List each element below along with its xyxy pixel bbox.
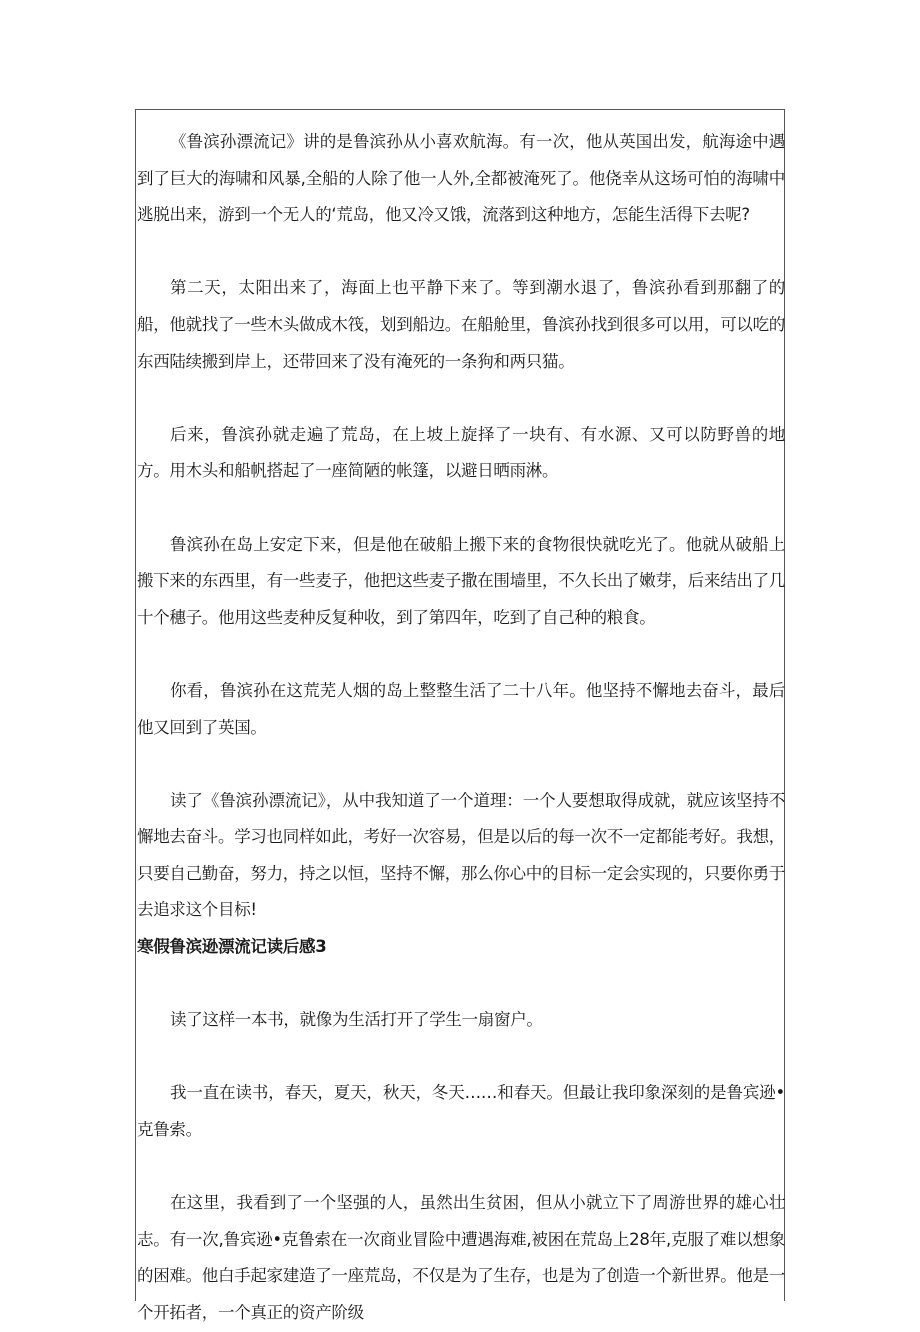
- paragraph-6: 读了《鲁滨孙漂流记》，从中我知道了一个道理：一个人要想取得成就，就应该坚持不懈地去奋斗。学习也同样如此，考好一次容易，但是以后的每一次不一定都能考好。我想，只要自己勤奋，努力，持之以恒，坚持不懈，那么你心中的目标一定会实现的，只要你勇于去追求这个目标!: [137, 790, 786, 920]
- paragraph-3: 后来，鲁滨孙就走遍了荒岛，在上坡上旋择了一块有、有水源、又可以防野兽的地方。用木头和船帆搭起了一座简陋的帐篷，以避日晒雨淋。: [137, 424, 785, 481]
- paragraph-7: 读了这样一本书，就像为生活打开了学生一扇窗户。: [170, 1010, 543, 1030]
- paragraph-8: 我一直在读书，春天，夏天，秋天，冬天……和春天。但最让我印象深刻的是鲁宾逊•克鲁索。: [137, 1083, 785, 1140]
- section-title: 寒假鲁滨逊漂流记读后感3: [137, 937, 327, 957]
- paragraph-4: 鲁滨孙在岛上安定下来，但是他在破船上搬下来的食物很快就吃光了。他就从破船上搬下来的东西里，有一些麦子，他把这些麦子撒在围墙里，不久长出了嫩芽，后来结出了几十个穗子。他用这些麦种反复种收，到了第四年，吃到了自己种的粮食。: [137, 534, 786, 627]
- paragraph-1: 《鲁滨孙漂流记》讲的是鲁滨孙从小喜欢航海。有一次，他从英国出发，航海途中遇到了巨大的海啸和风暴,全船的人除了他一人外,全都被淹死了。他侥幸从这场可怕的海啸中逃脱出来，游到一个无人的‘荒岛，他又冷又饿，流落到这种地方，怎能生活得下去呢?: [137, 132, 785, 225]
- document-body: [137, 124, 785, 1332]
- paragraph-5: 你看，鲁滨孙在这荒芜人烟的岛上整整生活了二十八年。他坚持不懈地去奋斗，最后他又回到了英国。: [137, 680, 785, 737]
- paragraph-2: 第二天，太阳出来了，海面上也平静下来了。等到潮水退了，鲁滨孙看到那翻了的船，他就找了一些木头做成木筏，划到船边。在船舱里，鲁滨孙找到很多可以用，可以吃的东西陆续搬到岸上，还带回来了没有淹死的一条狗和两只猫。: [137, 278, 786, 371]
- paragraph-9: 在这里，我看到了一个坚强的人，虽然出生贫困，但从小就立下了周游世界的雄心壮志。有一次,鲁宾逊•克鲁索在一次商业冒险中遭遇海难,被困在荒岛上28年,克服了难以想象的困难。他白手起家建造了一座荒岛，不仅是为了生存，也是为了创造一个新世界。他是一个开拓者，一个真正的资产阶级: [137, 1193, 786, 1322]
